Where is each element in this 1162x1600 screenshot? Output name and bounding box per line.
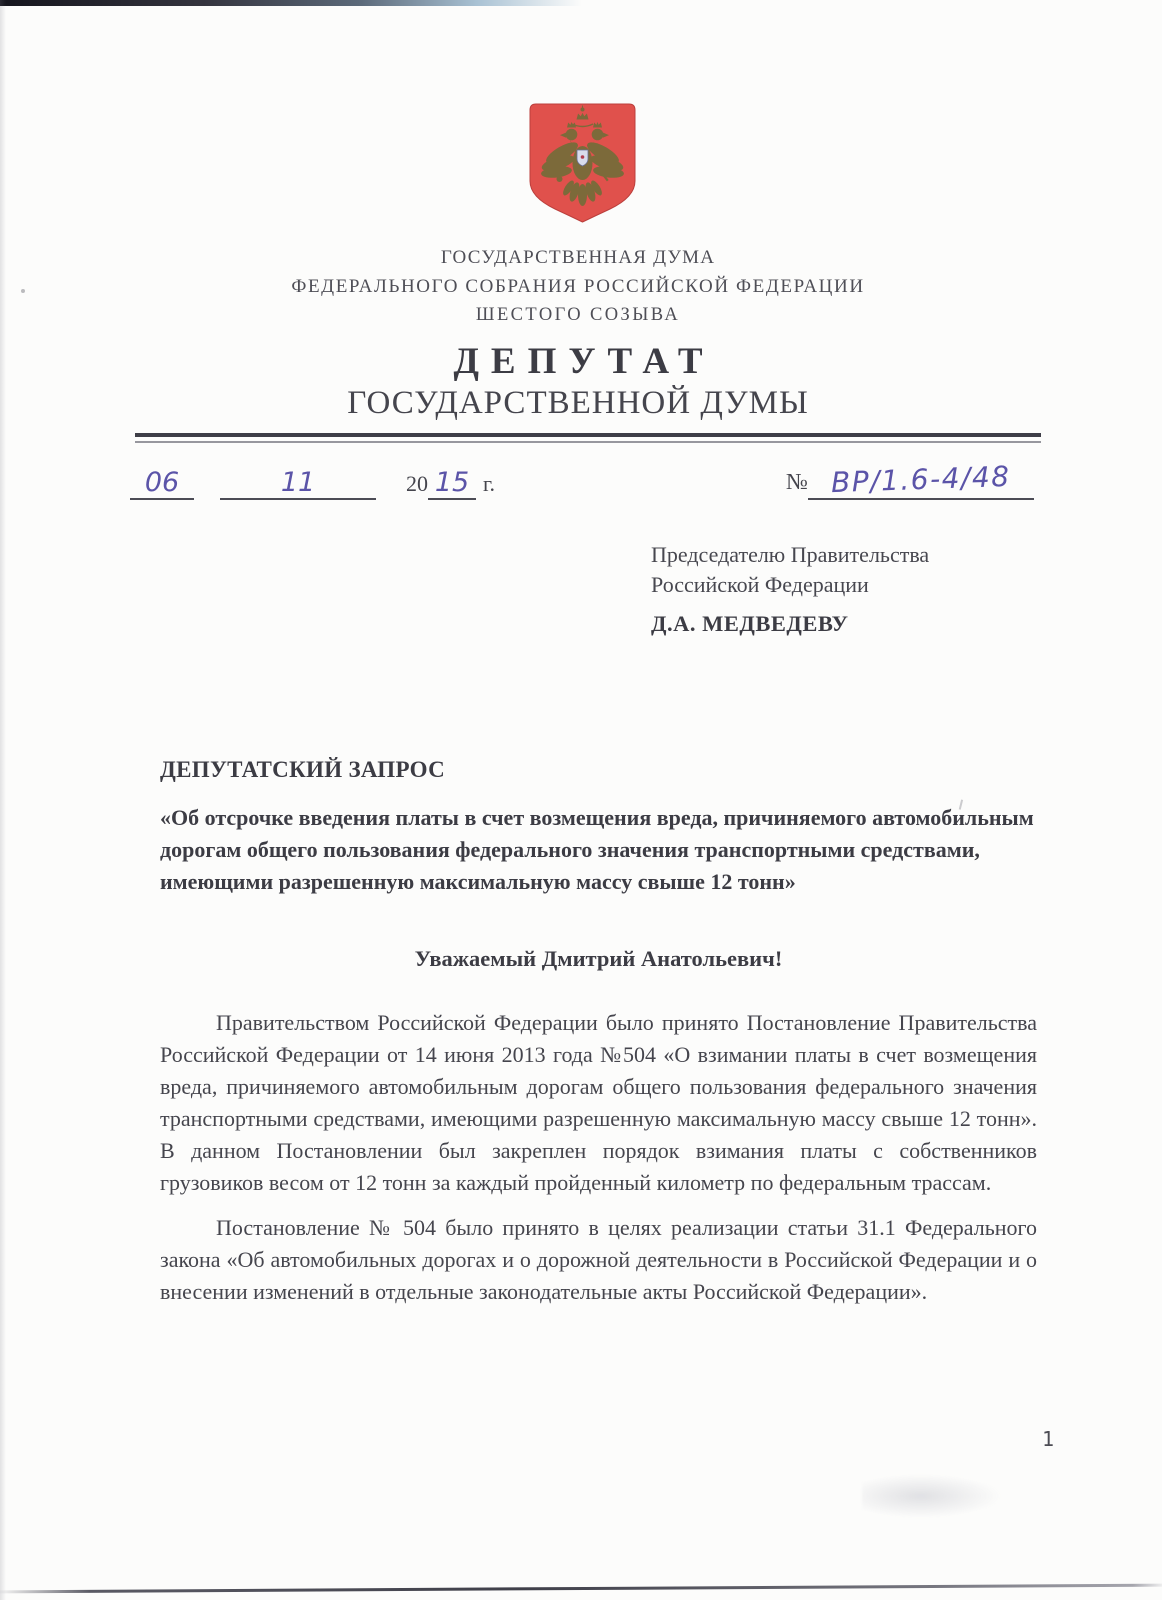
sender-post-line1: ДЕПУТАТ [453, 341, 715, 382]
date-year-field: 15 [428, 467, 476, 500]
recipient-block [651, 540, 929, 639]
recipient-title-line2: Российской Федерации [651, 572, 869, 597]
body-paragraph-1: Правительством Российской Федерации было принято Постановление Правительства Российской Федерации от 14 июня 2013 года №504 «О взимании платы в счет возмещения вреда, причиняемого автомобильным дорогам общего пользования федерального значения транспортными средствами, имеющими разрешенную максимальную массу свыше 12 тонн». В данном Постановлении был закреплен порядок взимания платы с собственников грузовиков весом от 12 тонн за каждый пройденный километр по федеральным трассам. [160, 1010, 1037, 1195]
letterhead-divider [135, 433, 1041, 443]
recipient-title-line1: Председателю Правительства [651, 542, 930, 567]
date-year-suffix: г. [483, 471, 496, 496]
date-day-field: 06 [130, 467, 194, 500]
salutation: Уважаемый Дмитрий Анатольевич! [414, 946, 783, 971]
divider-thick-line [135, 433, 1041, 437]
org-name-line1: ГОСУДАРСТВЕННАЯ ДУМА [440, 247, 716, 268]
document-type-heading: ДЕПУТАТСКИЙ ЗАПРОС [160, 757, 446, 782]
outgoing-number-field [786, 459, 1034, 500]
scan-smudge [862, 1474, 1002, 1518]
org-name-line3: ШЕСТОГО СОЗЫВА [475, 305, 681, 325]
reference-line [0, 456, 1162, 502]
russia-coat-of-arms-icon [526, 101, 639, 225]
divider-thin-line [135, 441, 1041, 443]
page-number: 1 [1042, 1427, 1055, 1451]
sender-post-line2: ГОСУДАРСТВЕННОЙ ДУМЫ [347, 385, 809, 421]
number-sign-label: № [786, 469, 808, 494]
date-fields [130, 467, 495, 500]
scan-artifact-left-edge [0, 0, 6, 1600]
recipient-name: Д.А. МЕДВЕДЕВУ [651, 611, 849, 636]
org-name-line2: ФЕДЕРАЛЬНОГО СОБРАНИЯ РОССИЙСКОЙ ФЕДЕРАЦИИ [291, 276, 865, 297]
rider-mark [581, 155, 585, 159]
scan-artifact-bottom-edge [0, 1584, 1162, 1593]
letterhead [0, 247, 1156, 422]
letter-body [160, 757, 1037, 1308]
body-paragraph-2: Постановление № 504 было принято в целях реализации статьи 31.1 Федерального закона «Об автомобильных дорогах и о дорожной деятельности в Российской Федерации и о внесении изменений в отдельные законодательные акты Российской Федерации». [160, 1215, 1037, 1304]
subject-title: «Об отсрочке введения платы в счет возмещения вреда, причиняемого автомобильным дорогам общего пользования федерального значения транспортными средствами, имеющими разрешенную максимальную массу свыше 12 тонн» [160, 805, 1034, 894]
scan-artifact-top-edge [0, 0, 582, 6]
date-century-label: 20 [406, 471, 428, 496]
date-month-field: 11 [220, 467, 376, 500]
outgoing-number-value: ВР/1.6-4/48 [808, 462, 1034, 500]
